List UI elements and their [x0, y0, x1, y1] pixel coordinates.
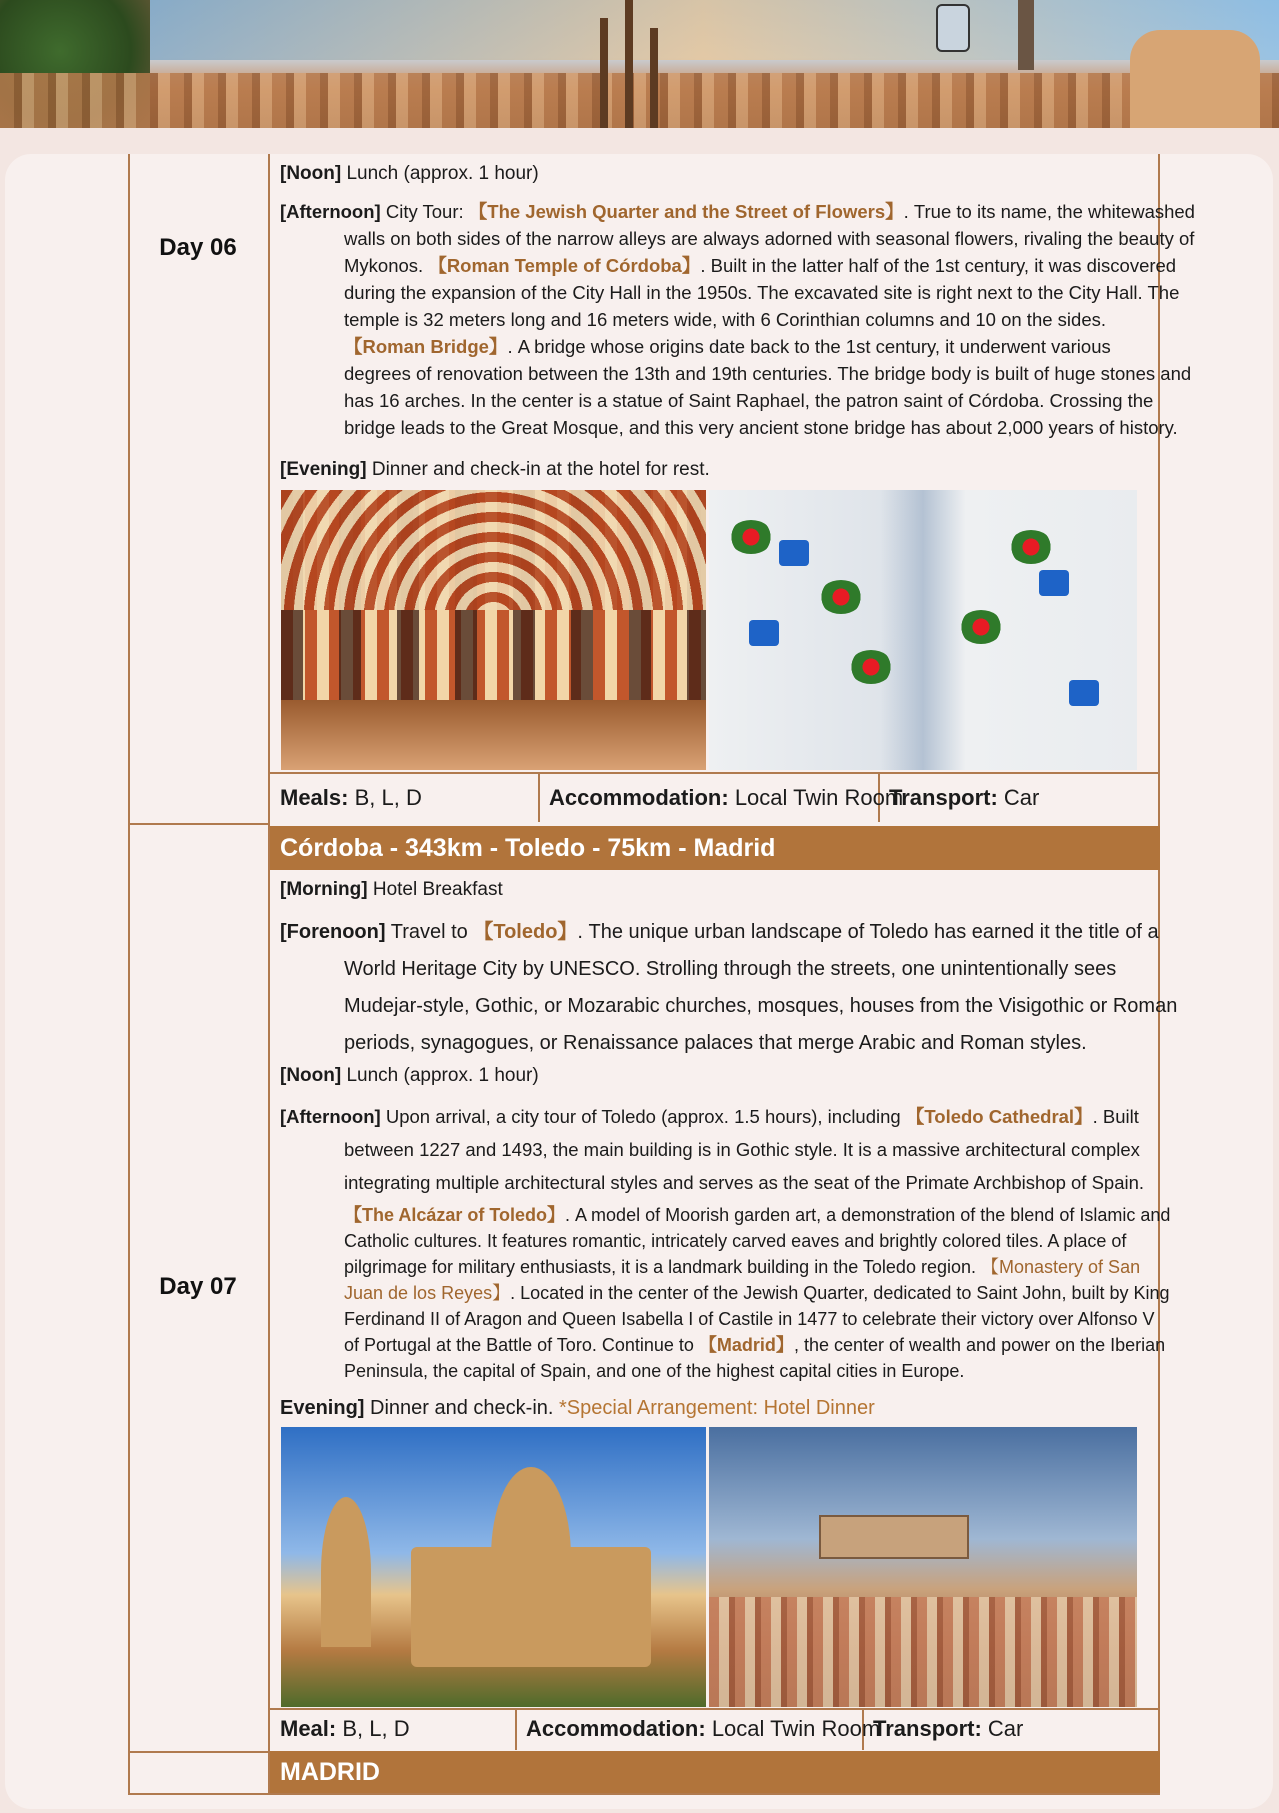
day07-meals: [280, 1716, 410, 1742]
forenoon-text: . The unique urban landscape of Toledo has earned it the title of a: [577, 921, 1159, 943]
toledo-highlight: 【Toledo】: [473, 921, 578, 943]
photo-bell-tower: [321, 1497, 371, 1647]
banner-cable-car: [936, 4, 970, 52]
evening-text: Dinner and check-in.: [370, 1397, 554, 1419]
monastery-highlight: Juan de los Reyes】: [344, 1283, 511, 1303]
noon-tag: [Noon]: [280, 163, 342, 184]
meals-label: Meals:: [280, 785, 349, 810]
madrid-highlight: 【Madrid】: [698, 1335, 794, 1355]
morning-tag: [Morning]: [280, 879, 368, 900]
forenoon-tag: [Forenoon]: [280, 921, 386, 943]
afternoon-line: bridge leads to the Great Mosque, and this very ancient stone bridge has about 2,000 years of history.: [344, 417, 1178, 438]
next-destination-bar: MADRID: [270, 1751, 1160, 1793]
photo-cathedral-body: [411, 1547, 651, 1667]
banner-sky: [0, 0, 1279, 60]
banner-spire: [600, 18, 608, 128]
day-06-label: Day 06: [159, 234, 237, 261]
cell-divider: [538, 772, 540, 822]
row-divider: [128, 823, 268, 825]
afternoon-tag: [Afternoon]: [280, 201, 381, 222]
day06-transport: [889, 785, 1039, 811]
banner-church: [1130, 30, 1260, 128]
toledo-city-photo: [709, 1427, 1137, 1707]
banner-spire: [625, 0, 633, 128]
afternoon-text: . A model of Moorish garden art, a demonstration of the blend of Islamic and: [565, 1205, 1171, 1225]
accommodation-value: Local Twin Room: [734, 785, 904, 810]
evening-tag: Evening]: [280, 1397, 365, 1419]
afternoon-line: between 1227 and 1493, the main building is in Gothic style. It is a massive architectural complex: [344, 1139, 1140, 1160]
day07-route-bar: Córdoba - 343km - Toledo - 75km - Madrid: [270, 826, 1160, 870]
day07-accommodation: [526, 1716, 880, 1742]
header-banner-image: [0, 0, 1279, 128]
forenoon-line: Mudejar-style, Gothic, or Mozarabic churches, mosques, houses from the Visigothic or Roman: [344, 995, 1178, 1017]
day06-meals: [280, 785, 422, 811]
forenoon-intro: Travel to: [390, 921, 468, 943]
evening-tag: [Evening]: [280, 459, 367, 480]
flower-cluster: [1009, 530, 1053, 564]
flower-cluster: [819, 580, 863, 614]
day07-morning: [280, 876, 1150, 903]
transport-value: Car: [1003, 785, 1040, 810]
toledo-cathedral-highlight: 【Toledo Cathedral】: [905, 1106, 1093, 1127]
banner-tower: [1018, 0, 1034, 70]
day06-evening: [280, 456, 1150, 483]
flower-pot: [779, 540, 809, 566]
afternoon-tag: [Afternoon]: [280, 1106, 381, 1127]
cell-divider: [515, 1708, 517, 1750]
day07-transport: [873, 1716, 1023, 1742]
monastery-highlight: 【Monastery of San: [981, 1257, 1141, 1277]
forenoon-line: periods, synagogues, or Renaissance palaces that merge Arabic and Roman styles.: [344, 1032, 1087, 1054]
banner-spire: [650, 28, 658, 128]
afternoon-intro: City Tour:: [385, 201, 464, 222]
afternoon-line: Peninsula, the capital of Spain, and one of the highest capital cities in Europe.: [344, 1361, 965, 1381]
flower-pot: [1039, 570, 1069, 596]
row-divider: [128, 1751, 268, 1753]
afternoon-text: . True to its name, the whitewashed: [903, 201, 1195, 222]
row-divider: [268, 1708, 1160, 1710]
day07-afternoon-cont: [280, 1202, 1171, 1384]
meals-label: Meal:: [280, 1716, 337, 1741]
column-divider: [268, 154, 270, 1794]
flower-cluster: [959, 610, 1003, 644]
afternoon-line: Ferdinand II of Aragon and Queen Isabella I of Castile in 1477 to celebrate their victory over Alfonso V: [344, 1309, 1155, 1329]
transport-value: Car: [987, 1716, 1024, 1741]
afternoon-line: Catholic cultures. It features romantic, intricately carved eaves and brightly colored tiles. A place of: [344, 1231, 1127, 1251]
accommodation-label: Accommodation:: [526, 1716, 706, 1741]
day06-noon: [280, 160, 1150, 187]
day07-noon: [280, 1062, 1150, 1089]
afternoon-text: , the center of wealth and power on the Iberian: [793, 1335, 1166, 1355]
afternoon-line: walls on both sides of the narrow alleys are always adorned with seasonal flowers, rivaling the beauty of: [344, 228, 1195, 249]
noon-text: Lunch (approx. 1 hour): [346, 1065, 539, 1086]
meals-value: B, L, D: [342, 1716, 410, 1741]
cathedral-photo: [281, 1427, 706, 1707]
jewish-quarter-highlight: 【The Jewish Quarter and the Street of Flowers】: [468, 201, 904, 222]
day06-accommodation: [549, 785, 903, 811]
afternoon-text: . Built in the latter half of the 1st century, it was discovered: [700, 255, 1177, 276]
forenoon-line: World Heritage City by UNESCO. Strolling through the streets, one unintentionally sees: [344, 958, 1117, 980]
flower-cluster: [849, 650, 893, 684]
flower-cluster: [729, 520, 773, 554]
flower-pot: [1069, 680, 1099, 706]
column-divider: [128, 154, 130, 1794]
afternoon-line: degrees of renovation between the 13th and 19th centuries. The bridge body is built of huge stones and: [344, 363, 1192, 384]
day06-afternoon: [280, 198, 1195, 441]
column-divider: [1158, 154, 1160, 1794]
afternoon-text: of Portugal at the Battle of Toro. Continue to: [344, 1335, 694, 1355]
special-arrangement: *Special Arrangement: Hotel Dinner: [559, 1397, 875, 1419]
day07-afternoon: [280, 1100, 1150, 1199]
photo-arches: [281, 490, 706, 610]
mosque-cathedral-photo: [281, 490, 706, 770]
alcazar-highlight: 【The Alcázar of Toledo】: [344, 1205, 566, 1225]
afternoon-text: . A bridge whose origins date back to the 1st century, it underwent various: [507, 336, 1111, 357]
afternoon-line: integrating multiple architectural styles and serves as the seat of the Primate Archbishop of Spain.: [344, 1172, 1145, 1193]
afternoon-text: Mykonos.: [344, 255, 424, 276]
banner-city: [0, 73, 1279, 128]
afternoon-line: temple is 32 meters long and 16 meters wide, with 6 Corinthian columns and 10 on the sides.: [344, 309, 1106, 330]
day-07-label: Day 07: [159, 1273, 237, 1300]
noon-text: Lunch (approx. 1 hour): [346, 163, 539, 184]
photo-floor: [281, 700, 706, 770]
photo-roofs: [709, 1597, 1137, 1707]
roman-temple-highlight: 【Roman Temple of Córdoba】: [428, 255, 701, 276]
afternoon-line: has 16 arches. In the center is a statue of Saint Raphael, the patron saint of Córdoba. Crossing the: [344, 390, 1154, 411]
street-of-flowers-photo: [709, 490, 1137, 770]
row-divider: [128, 1793, 1160, 1795]
afternoon-text: . Built: [1092, 1106, 1139, 1127]
row-divider: [268, 772, 1160, 774]
afternoon-text: . Located in the center of the Jewish Quarter, dedicated to Saint John, built by King: [510, 1283, 1170, 1303]
afternoon-intro: Upon arrival, a city tour of Toledo (approx. 1.5 hours), including: [385, 1106, 901, 1127]
flower-pot: [749, 620, 779, 646]
noon-tag: [Noon]: [280, 1065, 342, 1086]
transport-label: Transport:: [889, 785, 998, 810]
evening-text: Dinner and check-in at the hotel for rest.: [371, 459, 710, 480]
meals-value: B, L, D: [354, 785, 422, 810]
day07-evening: [280, 1395, 1150, 1422]
afternoon-text: pilgrimage for military enthusiasts, it is a landmark building in the Toledo region.: [344, 1257, 976, 1277]
roman-bridge-highlight: 【Roman Bridge】: [344, 336, 508, 357]
accommodation-value: Local Twin Room: [711, 1716, 881, 1741]
day07-forenoon: [280, 914, 1178, 1062]
transport-label: Transport:: [873, 1716, 982, 1741]
photo-alcazar: [819, 1515, 969, 1559]
accommodation-label: Accommodation:: [549, 785, 729, 810]
morning-text: Hotel Breakfast: [372, 879, 503, 900]
afternoon-line: during the expansion of the City Hall in the 1950s. The excavated site is right next to the City Hall. The: [344, 282, 1180, 303]
